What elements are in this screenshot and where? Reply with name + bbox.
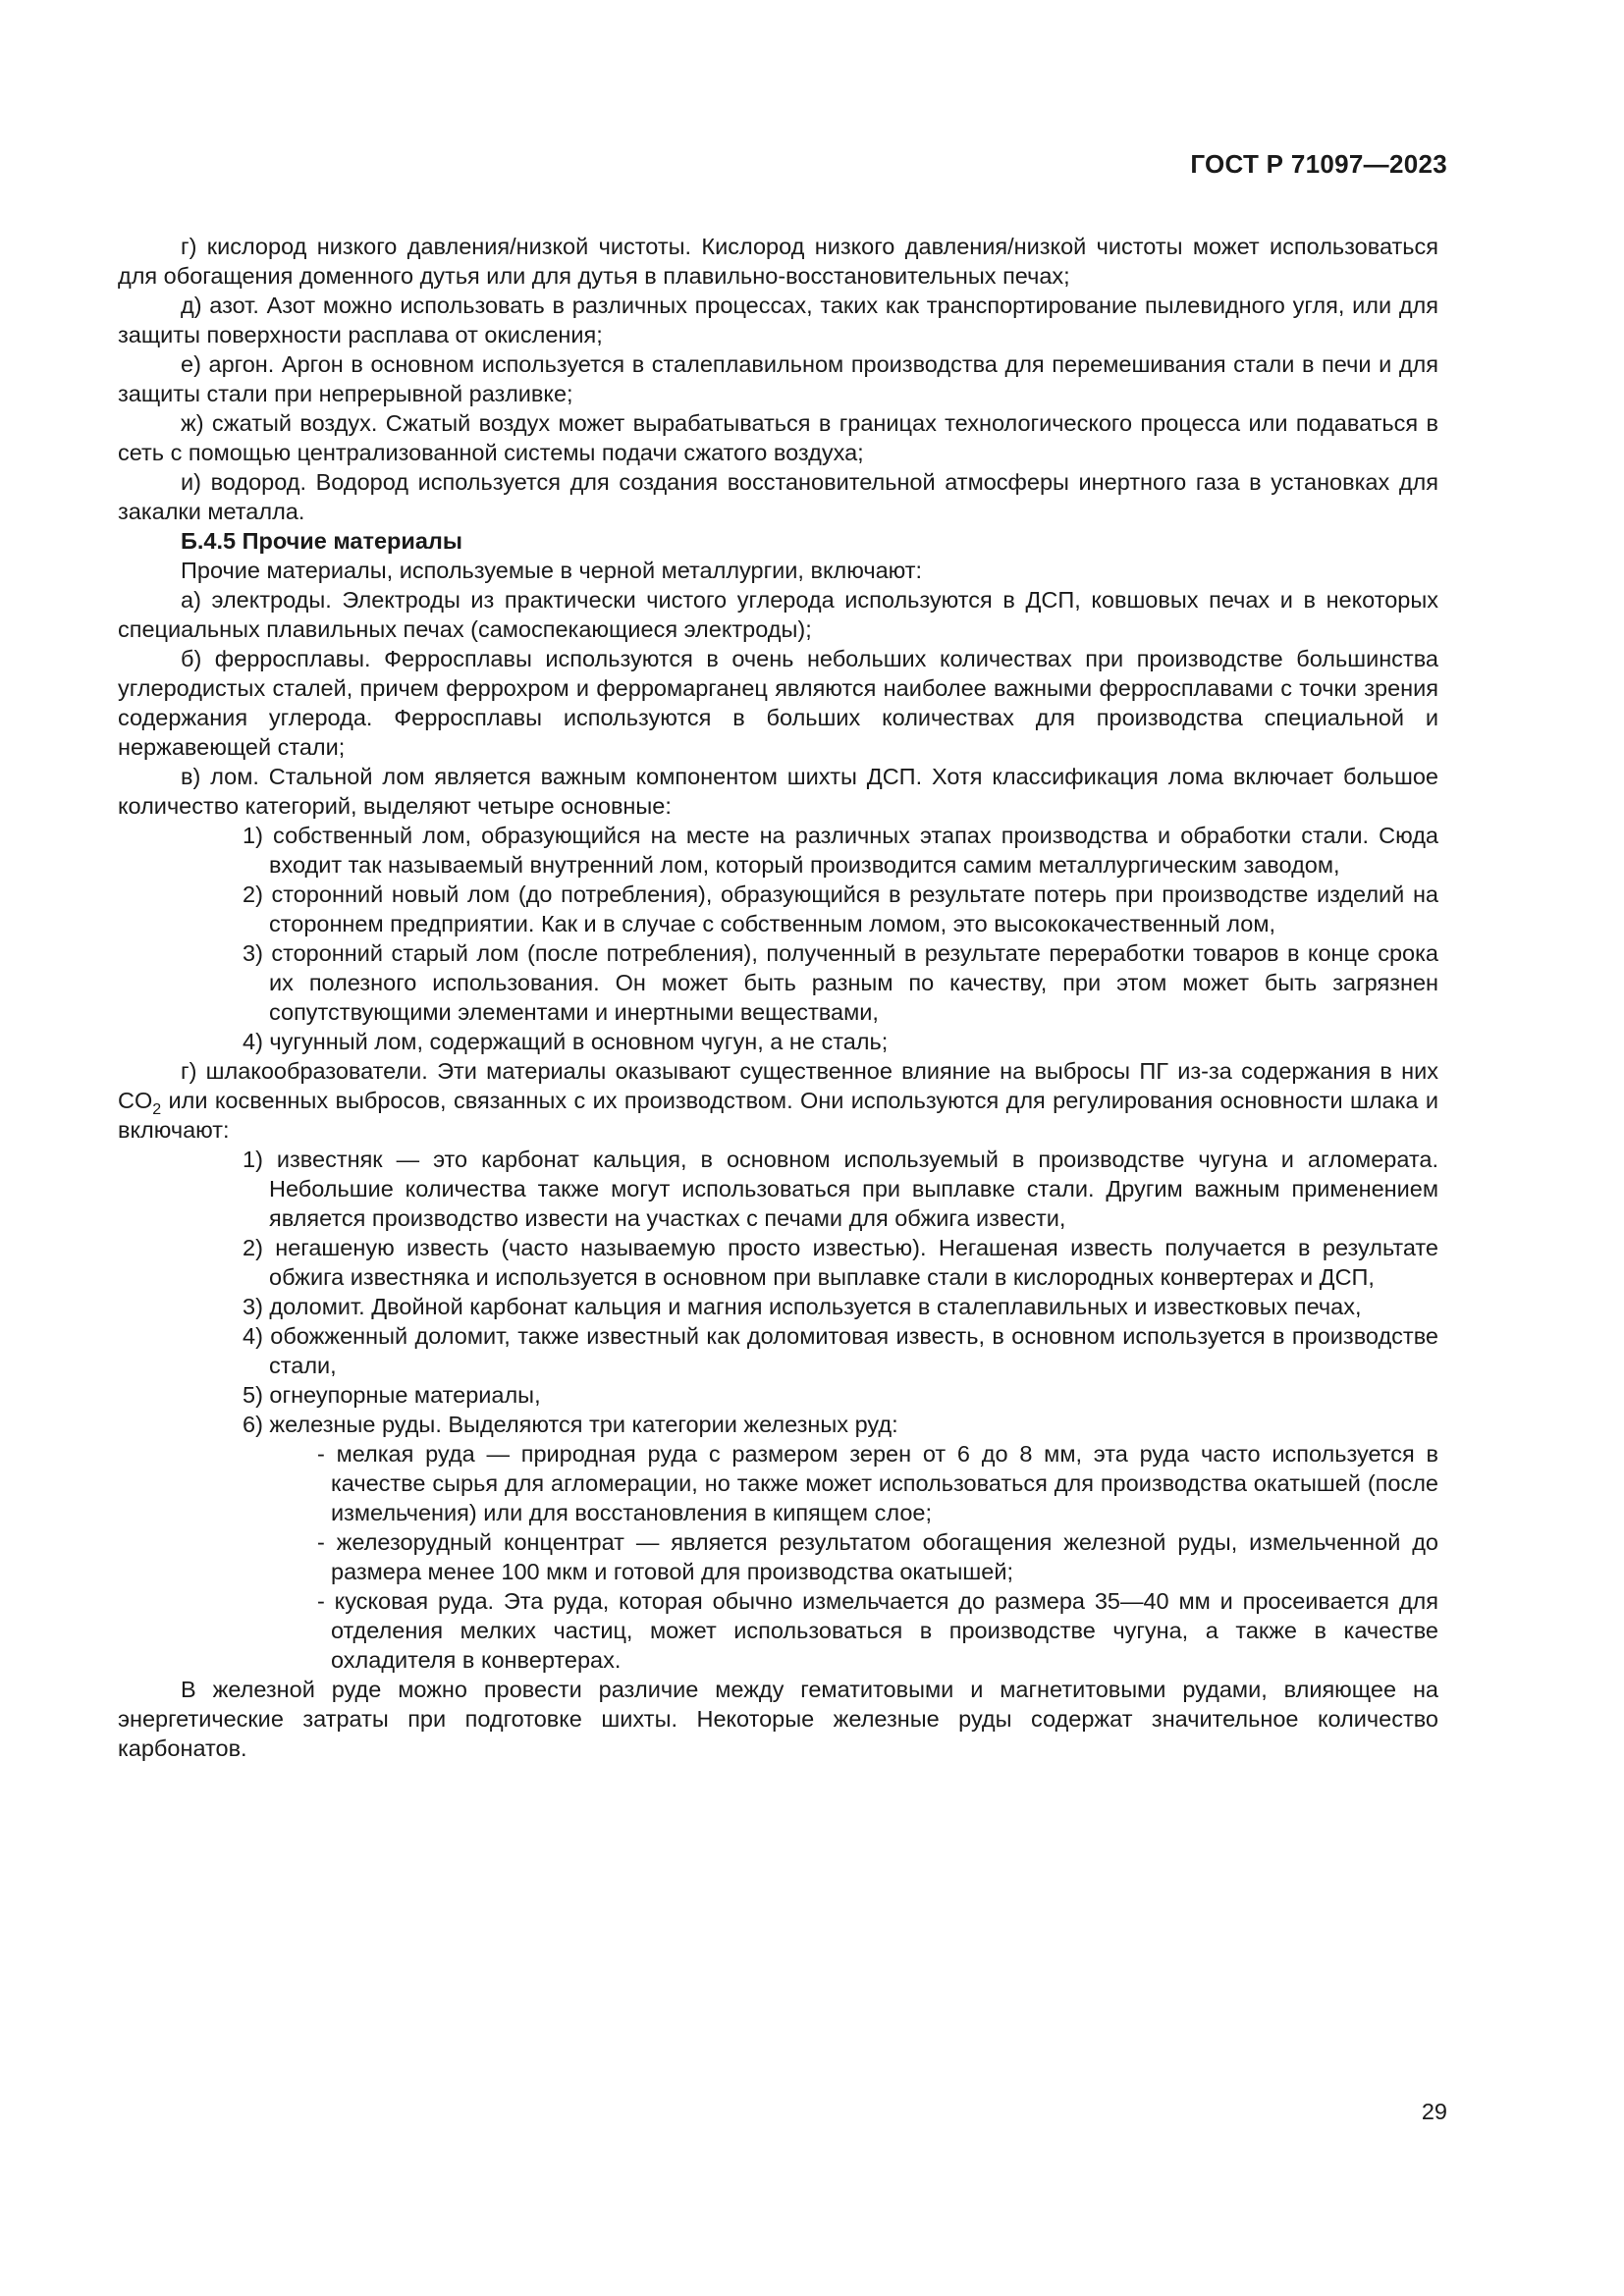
fluxes-text-b: или косвенных выбросов, связанных с их производством. Они используются для регулирования основности шлака и включают: [118,1088,1438,1143]
paragraph-argon: е) аргон. Аргон в основном используется в сталеплавильном производства для перемешивания стали в печи и для защиты стали при непрерывной разливке; [118,351,1438,406]
list-item: - железорудный концентрат — является результатом обогащения железной руды, измельченной до размера менее 100 мкм и готовой для производства окатышей; [317,1529,1438,1584]
list-item: 3) сторонний старый лом (после потребления), полученный в результате переработки товаров в конце срока их полезного использования. Он может быть разным по качеству, при этом может быть загрязнен сопутствующими элементами и инертными веществами, [243,940,1438,1025]
document-body [118,232,1438,1763]
paragraph-fluxes [118,1056,1438,1145]
page-number: 29 [1421,2099,1447,2124]
list-item: 4) чугунный лом, содержащий в основном чугун, а не сталь; [243,1029,889,1054]
list-item: 2) сторонний новый лом (до потребления), образующийся в результате потерь при производстве изделий на стороннем предприятии. Как и в случае с собственным ломом, это высококачественный лом, [243,881,1438,936]
paragraph-nitrogen: д) азот. Азот можно использовать в различных процессах, таких как транспортирование пылевидного угля, или для защиты поверхности расплава от окисления; [118,293,1438,347]
paragraph-iron-ore: В железной руде можно провести различие между гематитовыми и магнетитовыми рудами, влияющее на энергетические затраты при подготовке шихты. Некоторые железные руды содержат значительное количество карбонатов. [118,1677,1438,1761]
list-item: - кусковая руда. Эта руда, которая обычно измельчается до размера 35—40 мм и просеивается для отделения мелких частиц, может использоваться в производстве чугуна, а также в качестве охладителя в конвертерах. [317,1588,1438,1673]
paragraph-hydrogen: и) водород. Водород используется для создания восстановительной атмосферы инертного газа в установках для закалки металла. [118,469,1438,524]
list-item: - мелкая руда — природная руда с размером зерен от 6 до 8 мм, эта руда часто используется в качестве сырья для агломерации, но также может использоваться для производства окатышей (после измельчения) или для восстановления в кипящем слое; [317,1441,1438,1525]
list-item: 2) негашеную известь (часто называемую просто известью). Негашеная известь получается в результате обжига известняка и используется в основном при выплавке стали в кислородных конвертерах и ДСП, [243,1235,1438,1290]
list-item: 6) железные руды. Выделяются три категории железных руд: [243,1412,898,1437]
section-heading: Б.4.5 Прочие материалы [181,528,462,554]
list-item: 4) обожженный доломит, также известный как доломитовая известь, в основном используется в производстве стали, [243,1323,1438,1378]
paragraph-scrap: в) лом. Стальной лом является важным компонентом шихты ДСП. Хотя классификация лома включает большое количество категорий, выделяют четыре основные: [118,764,1438,819]
paragraph-intro: Прочие материалы, используемые в черной металлургии, включают: [181,558,923,583]
list-item: 1) собственный лом, образующийся на месте на различных этапах производства и обработки стали. Сюда входит так называемый внутренний лом, который производится самим металлургическим заводом, [243,823,1438,878]
paragraph-oxygen: г) кислород низкого давления/низкой чистоты. Кислород низкого давления/низкой чистоты может использоваться для обогащения доменного дутья или для дутья в плавильно-восстановительных печах; [118,234,1438,289]
paragraph-electrodes: а) электроды. Электроды из практически чистого углерода используются в ДСП, ковшовых печах и в некоторых специальных плавильных печах (самоспекающиеся электроды); [118,587,1438,642]
list-item: 1) известняк — это карбонат кальция, в основном используемый в производстве чугуна и агломерата. Небольшие количества также могут использоваться при выплавке стали. Другим важным применением является производство извести на участках с печами для обжига извести, [243,1147,1438,1231]
list-item: 5) огнеупорные материалы, [243,1382,541,1408]
paragraph-compressed-air: ж) сжатый воздух. Сжатый воздух может вырабатываться в границах технологического процесса или подаваться в сеть с помощью централизованной системы подачи сжатого воздуха; [118,410,1438,465]
list-item: 3) доломит. Двойной карбонат кальция и магния используется в сталеплавильных и известковых печах, [243,1294,1362,1319]
fluxes-text-a: г) шлакообразователи. Эти материалы оказывают существенное влияние на выбросы ПГ из-за содержания в них CO [118,1058,1438,1113]
paragraph-ferroalloys: б) ферросплавы. Ферросплавы используются в очень небольших количествах при производстве большинства углеродистых сталей, причем феррохром и ферромарганец являются наиболее важными ферросплавами с точки зрения содержания углерода. Ферросплавы используются в больших количествах для производства специальной и нержавеющей стали; [118,646,1438,760]
co2-subscript: 2 [152,1101,162,1118]
document-id-header: ГОСТ Р 71097—2023 [1190,149,1447,179]
